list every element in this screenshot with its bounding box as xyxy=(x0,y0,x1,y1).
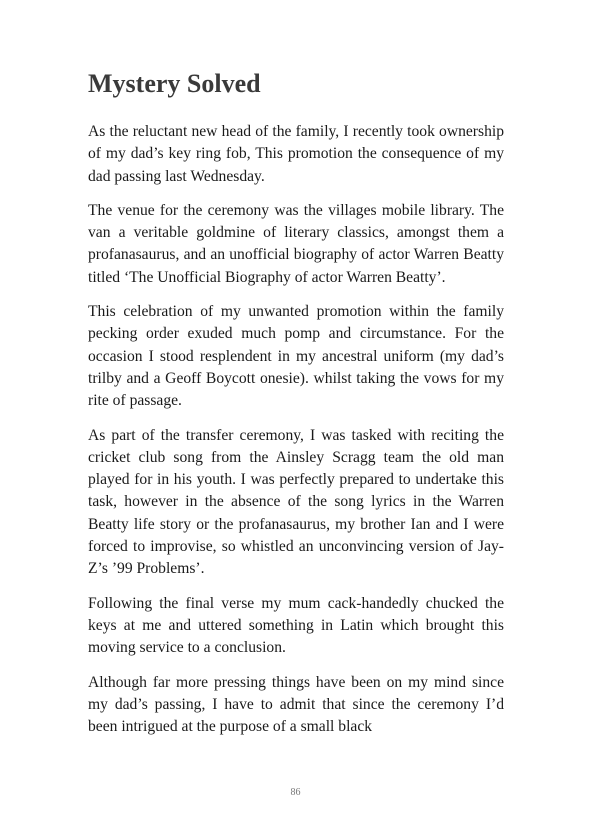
paragraph-3: This celebration of my unwanted promotion within the family pecking order exuded much pomp and circumstance. For the occasion I stood resplendent in my ancestral uniform (my dad’s trilby and a Geoff Boycott onesie). whilst taking the vows for my rite of passage. xyxy=(88,303,504,410)
page-title: Mystery Solved xyxy=(88,69,261,98)
page-number: 86 xyxy=(290,787,301,798)
paragraph-5: Following the final verse my mum cack-handedly chucked the keys at me and uttered something in Latin which brought this moving service to a conclusion. xyxy=(88,594,504,657)
paragraph-1: As the reluctant new head of the family, I recently took ownership of my dad’s key ring fob, This promotion the consequence of my dad passing last Wednesday. xyxy=(88,123,504,185)
paragraph-2: The venue for the ceremony was the villages mobile library. The van a veritable goldmine of literary classics, amongst them a profanasaurus, and an unofficial biography of actor Warren Beatty titled ‘The Unofficial Biography of actor Warren Beatty’. xyxy=(88,201,504,286)
body-text xyxy=(88,121,504,750)
paragraph-6: Although far more pressing things have been on my mind since my dad’s passing, I have to admit that since the ceremony I’d been intrigued at the purpose of a small black xyxy=(88,673,504,736)
paragraph-4: As part of the transfer ceremony, I was tasked with reciting the cricket club song from the Ainsley Scragg team the old man played for in his youth. I was perfectly prepared to undertake this task, however in the absence of the song lyrics in the Warren Beatty life story or the profanasaurus, my brother Ian and I were forced to improvise, so whistled an unconvincing version of Jay-Z’s ’99 Problems’. xyxy=(88,426,504,578)
